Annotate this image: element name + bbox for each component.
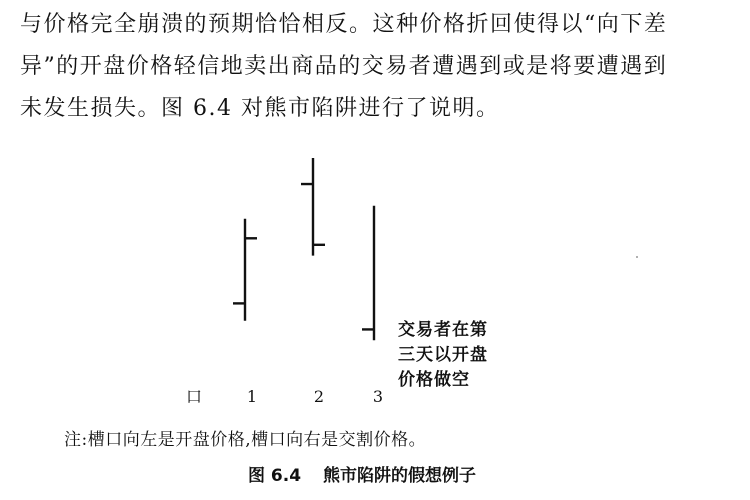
paragraph-line: 未发生损失。图 6.4 对熊市陷阱进行了说明。 bbox=[20, 96, 500, 121]
ohlc-bar-day-3 bbox=[362, 206, 374, 341]
ohlc-bar-day-2 bbox=[301, 158, 325, 256]
x-tick-label: 1 bbox=[246, 387, 258, 406]
x-tick-label: 3 bbox=[372, 387, 384, 406]
figure-title: 熊市陷阱的假想例子 bbox=[323, 466, 477, 486]
x-axis-label: 口 bbox=[186, 387, 203, 406]
figure-number: 图 6.4 bbox=[248, 466, 302, 486]
scan-speck bbox=[636, 256, 638, 258]
paragraph-line: 异”的开盘价格轻信地卖出商品的交易者遭遇到或是将要遭遇到 bbox=[20, 54, 668, 79]
x-tick-labels bbox=[247, 387, 383, 406]
annotation-line: 三天以开盘 bbox=[398, 345, 488, 365]
price-bars bbox=[233, 158, 374, 340]
figure-caption bbox=[244, 461, 476, 486]
chart-annotation bbox=[398, 318, 488, 393]
ohlc-bar-day-1 bbox=[233, 219, 257, 321]
paragraph-line: 与价格完全崩溃的预期恰恰相反。这种价格折回使得以“向下差 bbox=[20, 12, 668, 37]
annotation-line: 价格做空 bbox=[398, 370, 470, 390]
annotation-line: 交易者在第 bbox=[398, 320, 488, 340]
figure-note: 注:槽口向左是开盘价格,槽口向右是交割价格。 bbox=[64, 430, 427, 450]
x-tick-label: 2 bbox=[313, 387, 325, 406]
